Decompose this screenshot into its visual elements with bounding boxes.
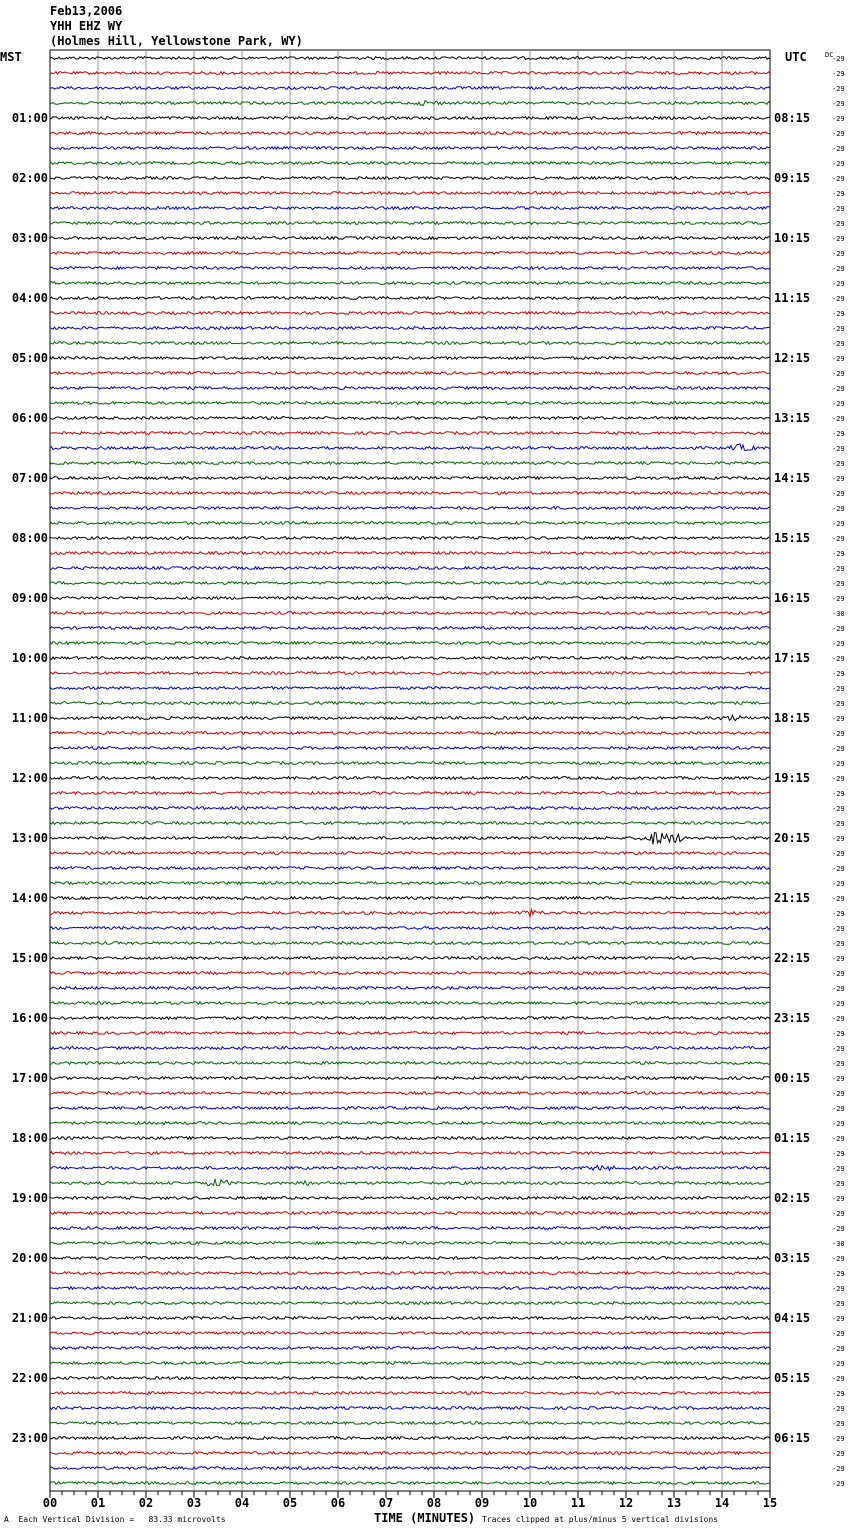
right-hour-label: 05:15 bbox=[774, 1371, 811, 1385]
dc-offset-value: -29 bbox=[832, 220, 845, 228]
trace-row-93 bbox=[50, 1452, 770, 1455]
left-hour-label: 19:00 bbox=[11, 1191, 48, 1205]
right-hour-label: 23:15 bbox=[774, 1011, 811, 1025]
trace-row-41 bbox=[50, 672, 770, 675]
dc-offset-value: -29 bbox=[832, 310, 845, 318]
trace-row-76 bbox=[50, 1197, 770, 1200]
left-hour-label: 22:00 bbox=[11, 1371, 48, 1385]
trace-row-4 bbox=[50, 117, 770, 120]
dc-offset-value: -29 bbox=[832, 1015, 845, 1023]
trace-row-24 bbox=[50, 417, 770, 420]
trace-row-84 bbox=[50, 1317, 770, 1320]
trace-row-36 bbox=[50, 597, 770, 600]
trace-row-11 bbox=[50, 222, 770, 225]
x-tick-label: 04 bbox=[234, 1496, 250, 1510]
dc-offset-value: -29 bbox=[832, 565, 845, 573]
dc-offset-value: -29 bbox=[832, 685, 845, 693]
right-hour-label: 22:15 bbox=[774, 951, 811, 965]
dc-offset-value: -29 bbox=[832, 250, 845, 258]
right-hour-label: 06:15 bbox=[774, 1431, 811, 1445]
dc-offset-value: -29 bbox=[832, 625, 845, 633]
dc-offset-value: -29 bbox=[832, 265, 845, 273]
x-tick-label: 12 bbox=[618, 1496, 634, 1510]
right-hour-label: 18:15 bbox=[774, 711, 811, 725]
x-tick-label: 05 bbox=[282, 1496, 298, 1510]
left-hour-label: 09:00 bbox=[11, 591, 48, 605]
x-tick-label: 11 bbox=[570, 1496, 586, 1510]
dc-offset-value: -29 bbox=[832, 1090, 845, 1098]
x-tick-label: 09 bbox=[474, 1496, 490, 1510]
trace-row-52 bbox=[50, 833, 770, 845]
right-hour-label: 03:15 bbox=[774, 1251, 811, 1265]
dc-offset-value: -29 bbox=[832, 1210, 845, 1218]
trace-row-28 bbox=[50, 477, 770, 480]
trace-row-16 bbox=[50, 297, 770, 300]
dc-offset-value: -29 bbox=[832, 280, 845, 288]
dc-offset-value: -29 bbox=[832, 415, 845, 423]
dc-offset-value: -29 bbox=[832, 295, 845, 303]
trace-row-15 bbox=[50, 282, 770, 285]
left-hour-label: 10:00 bbox=[11, 651, 48, 665]
right-hour-label: 02:15 bbox=[774, 1191, 811, 1205]
dc-offset-value: -29 bbox=[832, 325, 845, 333]
trace-row-10 bbox=[50, 207, 770, 210]
dc-offset-value: -29 bbox=[832, 550, 845, 558]
dc-offset-value: -29 bbox=[832, 1045, 845, 1053]
trace-row-7 bbox=[50, 162, 770, 165]
location-label: (Holmes Hill, Yellowstone Park, WY) bbox=[50, 34, 303, 48]
dc-offset-value: -29 bbox=[832, 1480, 845, 1488]
dc-offset-value: -29 bbox=[832, 580, 845, 588]
dc-offset-value: -29 bbox=[832, 1000, 845, 1008]
dc-offset-value: -29 bbox=[832, 1060, 845, 1068]
trace-row-38 bbox=[50, 627, 770, 630]
trace-row-89 bbox=[50, 1392, 770, 1395]
right-hour-label: 14:15 bbox=[774, 471, 811, 485]
x-tick-label: 14 bbox=[714, 1496, 730, 1510]
left-hour-label: 03:00 bbox=[11, 231, 48, 245]
right-hour-label: 10:15 bbox=[774, 231, 811, 245]
trace-row-30 bbox=[50, 507, 770, 510]
right-hour-label: 17:15 bbox=[774, 651, 811, 665]
dc-offset-value: -29 bbox=[832, 820, 845, 828]
trace-row-75 bbox=[50, 1179, 770, 1186]
trace-row-45 bbox=[50, 732, 770, 735]
dc-offset-value: -29 bbox=[832, 1225, 845, 1233]
trace-row-56 bbox=[50, 897, 770, 900]
trace-row-66 bbox=[50, 1047, 770, 1050]
right-hour-label: 01:15 bbox=[774, 1131, 811, 1145]
trace-row-0 bbox=[50, 57, 770, 60]
x-tick-label: 10 bbox=[522, 1496, 538, 1510]
trace-row-68 bbox=[50, 1077, 770, 1080]
x-tick-label: 15 bbox=[762, 1496, 778, 1510]
trace-row-8 bbox=[50, 177, 770, 180]
trace-row-90 bbox=[50, 1407, 770, 1410]
dc-offset-value: -29 bbox=[832, 85, 845, 93]
dc-offset-value: -29 bbox=[832, 1285, 845, 1293]
right-hour-label: 13:15 bbox=[774, 411, 811, 425]
dc-offset-value: -29 bbox=[832, 1135, 845, 1143]
dc-offset-value: -29 bbox=[832, 1405, 845, 1413]
dc-offset-value: -29 bbox=[832, 1150, 845, 1158]
left-hour-label: 04:00 bbox=[11, 291, 48, 305]
dc-offset-value: -29 bbox=[832, 1345, 845, 1353]
dc-offset-value: -29 bbox=[832, 955, 845, 963]
left-hour-label: 05:00 bbox=[11, 351, 48, 365]
dc-offset-value: -29 bbox=[832, 490, 845, 498]
dc-offset-value: -30 bbox=[832, 1240, 845, 1248]
trace-row-31 bbox=[50, 522, 770, 525]
dc-offset-value: -29 bbox=[832, 145, 845, 153]
trace-row-42 bbox=[50, 687, 770, 690]
right-hour-label: 15:15 bbox=[774, 531, 811, 545]
left-hour-label: 17:00 bbox=[11, 1071, 48, 1085]
dc-offset-value: -29 bbox=[832, 100, 845, 108]
x-tick-label: 06 bbox=[330, 1496, 346, 1510]
dc-offset-value: -29 bbox=[832, 745, 845, 753]
dc-offset-value: -29 bbox=[832, 1435, 845, 1443]
x-tick-label: 08 bbox=[426, 1496, 442, 1510]
right-hour-label: 16:15 bbox=[774, 591, 811, 605]
left-hour-label: 08:00 bbox=[11, 531, 48, 545]
trace-row-86 bbox=[50, 1347, 770, 1350]
left-hour-label: 18:00 bbox=[11, 1131, 48, 1145]
dc-offset-value: -29 bbox=[832, 1300, 845, 1308]
dc-offset-value: -29 bbox=[832, 730, 845, 738]
dc-offset-value: -29 bbox=[832, 1270, 845, 1278]
dc-offset-value: -29 bbox=[832, 760, 845, 768]
dc-offset-value: -29 bbox=[832, 340, 845, 348]
trace-row-53 bbox=[50, 852, 770, 855]
dc-offset-value: -29 bbox=[832, 175, 845, 183]
dc-offset-value: -29 bbox=[832, 235, 845, 243]
left-hour-label: 15:00 bbox=[11, 951, 48, 965]
x-tick-label: 02 bbox=[138, 1496, 154, 1510]
trace-row-43 bbox=[50, 702, 770, 705]
trace-row-34 bbox=[50, 567, 770, 570]
trace-row-27 bbox=[50, 462, 770, 465]
scale-mark: A bbox=[4, 1515, 9, 1524]
dc-offset-value: -29 bbox=[832, 1360, 845, 1368]
trace-row-80 bbox=[50, 1257, 770, 1260]
trace-row-17 bbox=[50, 312, 770, 315]
dc-offset-value: -29 bbox=[832, 700, 845, 708]
left-hour-label: 20:00 bbox=[11, 1251, 48, 1265]
dc-offset-value: -29 bbox=[832, 865, 845, 873]
trace-row-1 bbox=[50, 72, 770, 75]
dc-offset-value: -29 bbox=[832, 70, 845, 78]
dc-offset-value: -29 bbox=[832, 130, 845, 138]
dc-offset-value: -29 bbox=[832, 1165, 845, 1173]
trace-row-67 bbox=[50, 1062, 770, 1065]
trace-row-64 bbox=[50, 1017, 770, 1020]
trace-row-47 bbox=[50, 762, 770, 765]
trace-row-70 bbox=[50, 1107, 770, 1110]
trace-row-3 bbox=[50, 101, 770, 106]
left-hour-label: 11:00 bbox=[11, 711, 48, 725]
left-hour-label: 02:00 bbox=[11, 171, 48, 185]
dc-offset-value: -29 bbox=[832, 880, 845, 888]
trace-row-91 bbox=[50, 1422, 770, 1425]
trace-row-12 bbox=[50, 237, 770, 240]
trace-row-14 bbox=[50, 267, 770, 270]
trace-row-44 bbox=[50, 715, 770, 720]
trace-row-73 bbox=[50, 1152, 770, 1155]
trace-row-83 bbox=[50, 1302, 770, 1305]
trace-row-29 bbox=[50, 492, 770, 495]
trace-row-85 bbox=[50, 1332, 770, 1335]
dc-offset-value: -29 bbox=[832, 985, 845, 993]
trace-row-18 bbox=[50, 327, 770, 330]
trace-row-26 bbox=[50, 444, 770, 451]
dc-offset-value: -29 bbox=[832, 115, 845, 123]
trace-row-50 bbox=[50, 807, 770, 810]
trace-row-62 bbox=[50, 987, 770, 990]
dc-offset-value: -29 bbox=[832, 460, 845, 468]
dc-offset-value: -29 bbox=[832, 520, 845, 528]
dc-offset-value: -29 bbox=[832, 1195, 845, 1203]
trace-row-51 bbox=[50, 822, 770, 825]
dc-offset-value: -29 bbox=[832, 1120, 845, 1128]
x-axis-title: TIME (MINUTES) bbox=[374, 1511, 476, 1525]
dc-offset-value: -29 bbox=[832, 1465, 845, 1473]
trace-row-22 bbox=[50, 387, 770, 390]
left-hour-label: 12:00 bbox=[11, 771, 48, 785]
clip-note: Traces clipped at plus/minus 5 vertical divisions bbox=[482, 1515, 719, 1524]
dc-offset-value: -29 bbox=[832, 1420, 845, 1428]
dc-offset-value: -29 bbox=[832, 1375, 845, 1383]
trace-row-33 bbox=[50, 552, 770, 555]
trace-row-20 bbox=[50, 357, 770, 360]
trace-row-57 bbox=[50, 910, 770, 917]
dc-offset-value: -29 bbox=[832, 535, 845, 543]
trace-row-74 bbox=[50, 1166, 770, 1171]
dc-offset-value: -29 bbox=[832, 445, 845, 453]
right-hour-label: 20:15 bbox=[774, 831, 811, 845]
trace-row-25 bbox=[50, 432, 770, 435]
dc-offset-value: -29 bbox=[832, 355, 845, 363]
dc-offset-value: -29 bbox=[832, 910, 845, 918]
dc-offset-value: -29 bbox=[832, 55, 845, 63]
left-timezone-label: MST bbox=[0, 50, 22, 64]
left-hour-label: 21:00 bbox=[11, 1311, 48, 1325]
trace-row-82 bbox=[50, 1287, 770, 1290]
right-timezone-label: UTC bbox=[785, 50, 807, 64]
dc-offset-value: -29 bbox=[832, 790, 845, 798]
trace-row-59 bbox=[50, 942, 770, 945]
trace-row-35 bbox=[50, 582, 770, 585]
x-tick-label: 00 bbox=[42, 1496, 58, 1510]
x-tick-label: 03 bbox=[186, 1496, 202, 1510]
dc-offset-value: -29 bbox=[832, 1030, 845, 1038]
trace-row-58 bbox=[50, 927, 770, 930]
right-hour-label: 04:15 bbox=[774, 1311, 811, 1325]
left-hour-label: 16:00 bbox=[11, 1011, 48, 1025]
right-hour-label: 08:15 bbox=[774, 111, 811, 125]
trace-row-94 bbox=[50, 1467, 770, 1470]
scale-note-text: Each Vertical Division = 83.33 microvolts bbox=[18, 1515, 226, 1524]
trace-row-46 bbox=[50, 747, 770, 750]
dc-offset-value: -29 bbox=[832, 370, 845, 378]
trace-row-40 bbox=[50, 657, 770, 660]
right-hour-label: 21:15 bbox=[774, 891, 811, 905]
right-hour-label: 00:15 bbox=[774, 1071, 811, 1085]
dc-offset-value: -29 bbox=[832, 775, 845, 783]
dc-offset-value: -29 bbox=[832, 640, 845, 648]
dc-offset-value: -29 bbox=[832, 475, 845, 483]
dc-offset-value: -29 bbox=[832, 805, 845, 813]
dc-offset-value: -29 bbox=[832, 1315, 845, 1323]
trace-row-69 bbox=[50, 1092, 770, 1095]
scale-note bbox=[4, 1515, 226, 1524]
right-hour-label: 12:15 bbox=[774, 351, 811, 365]
dc-offset-value: -29 bbox=[832, 385, 845, 393]
trace-row-9 bbox=[50, 192, 770, 195]
trace-row-63 bbox=[50, 1002, 770, 1005]
dc-offset-value: -29 bbox=[832, 505, 845, 513]
trace-row-23 bbox=[50, 402, 770, 405]
x-tick-label: 07 bbox=[378, 1496, 394, 1510]
x-tick-label: 13 bbox=[666, 1496, 682, 1510]
trace-row-71 bbox=[50, 1122, 770, 1125]
dc-offset-value: -29 bbox=[832, 160, 845, 168]
trace-row-81 bbox=[50, 1272, 770, 1275]
dc-offset-value: -29 bbox=[832, 835, 845, 843]
trace-row-37 bbox=[50, 612, 770, 615]
dc-label: DC bbox=[825, 51, 834, 59]
dc-offset-value: -29 bbox=[832, 715, 845, 723]
trace-row-78 bbox=[50, 1227, 770, 1230]
trace-row-88 bbox=[50, 1377, 770, 1380]
dc-offset-value: -29 bbox=[832, 400, 845, 408]
dc-offset-value: -29 bbox=[832, 1075, 845, 1083]
dc-offset-value: -29 bbox=[832, 595, 845, 603]
station-label: YHH EHZ WY bbox=[50, 19, 123, 33]
trace-row-77 bbox=[50, 1212, 770, 1215]
trace-row-32 bbox=[50, 537, 770, 540]
dc-offset-value: -29 bbox=[832, 925, 845, 933]
left-hour-label: 14:00 bbox=[11, 891, 48, 905]
trace-row-65 bbox=[50, 1032, 770, 1035]
left-hour-label: 01:00 bbox=[11, 111, 48, 125]
trace-row-87 bbox=[50, 1362, 770, 1365]
trace-row-55 bbox=[50, 882, 770, 885]
trace-row-21 bbox=[50, 372, 770, 375]
trace-row-72 bbox=[50, 1137, 770, 1140]
x-tick-label: 01 bbox=[90, 1496, 106, 1510]
trace-row-2 bbox=[50, 87, 770, 90]
dc-offset-value: -29 bbox=[832, 430, 845, 438]
trace-row-19 bbox=[50, 342, 770, 345]
date-label: Feb13,2006 bbox=[50, 4, 123, 18]
right-hour-label: 11:15 bbox=[774, 291, 811, 305]
trace-row-13 bbox=[50, 252, 770, 255]
dc-offset-value: -29 bbox=[832, 970, 845, 978]
dc-offset-value: -29 bbox=[832, 190, 845, 198]
dc-offset-value: -29 bbox=[832, 1255, 845, 1263]
trace-row-95 bbox=[50, 1482, 770, 1485]
dc-offset-value: -29 bbox=[832, 205, 845, 213]
dc-offset-value: -30 bbox=[832, 610, 845, 618]
trace-row-79 bbox=[50, 1242, 770, 1245]
trace-row-49 bbox=[50, 792, 770, 795]
left-hour-label: 06:00 bbox=[11, 411, 48, 425]
trace-row-39 bbox=[50, 642, 770, 645]
dc-offset-value: -29 bbox=[832, 940, 845, 948]
dc-offset-value: -29 bbox=[832, 895, 845, 903]
trace-row-92 bbox=[50, 1437, 770, 1440]
dc-offset-value: -29 bbox=[832, 1390, 845, 1398]
right-hour-label: 09:15 bbox=[774, 171, 811, 185]
left-hour-label: 23:00 bbox=[11, 1431, 48, 1445]
left-hour-label: 13:00 bbox=[11, 831, 48, 845]
dc-offset-value: -29 bbox=[832, 1180, 845, 1188]
right-hour-label: 19:15 bbox=[774, 771, 811, 785]
trace-row-60 bbox=[50, 957, 770, 960]
trace-row-54 bbox=[50, 867, 770, 870]
trace-row-6 bbox=[50, 147, 770, 150]
trace-row-48 bbox=[50, 777, 770, 780]
trace-row-61 bbox=[50, 972, 770, 975]
dc-offset-value: -29 bbox=[832, 1105, 845, 1113]
dc-offset-value: -29 bbox=[832, 850, 845, 858]
left-hour-label: 07:00 bbox=[11, 471, 48, 485]
trace-row-5 bbox=[50, 132, 770, 135]
dc-offset-value: -29 bbox=[832, 1330, 845, 1338]
dc-offset-value: -29 bbox=[832, 655, 845, 663]
dc-offset-value: -29 bbox=[832, 1450, 845, 1458]
dc-offset-value: -29 bbox=[832, 670, 845, 678]
